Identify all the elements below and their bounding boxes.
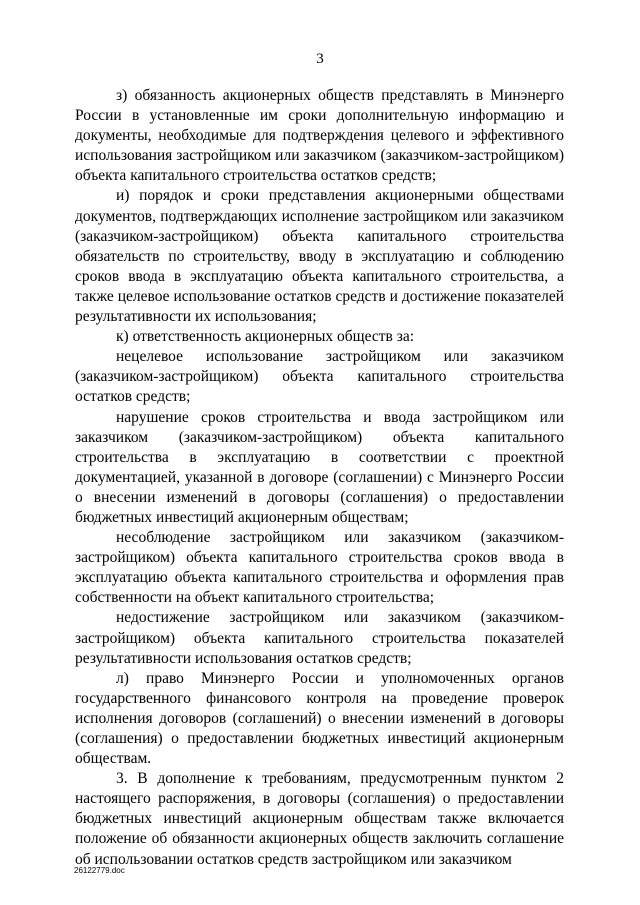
paragraph-k-item-2: нарушение сроков строительства и ввода застройщиком или заказчиком (заказчиком-застройщиком) объекта капитального строительства в эксплуатацию в соответствии с проектной документацией, указанной в договоре (соглашении) с Минэнерго России о внесении изменений в договоры (соглашения) о предоставлении бюджетных инвестиций акционерным обществам; [75, 408, 564, 526]
document-body [75, 86, 564, 870]
page-number: 3 [316, 51, 324, 67]
paragraph-3: 3. В дополнение к требованиям, предусмотренным пунктом 2 настоящего распоряжения, в договоры (соглашения) о предоставлении бюджетных инвестиций акционерным обществам также включается положение об обязанности акционерных обществ заключить соглашение об использовании остатков средств застройщиком или заказчиком [75, 770, 564, 868]
paragraph-k: к) ответственность акционерных обществ за: [116, 328, 415, 346]
paragraph-k-item-3: несоблюдение застройщиком или заказчиком (заказчиком-застройщиком) объекта капитального строительства сроков ввода в эксплуатацию объекта капитального строительства и оформления прав собственности на объект капитального строительства; [75, 529, 564, 607]
paragraph-k-item-4: недостижение застройщиком или заказчиком (заказчиком-застройщиком) объекта капитального строительства показателей результативности использования остатков средств; [75, 609, 564, 667]
paragraph-i: и) порядок и сроки представления акционерными обществами документов, подтверждающих исполнение застройщиком или заказчиком (заказчиком-застройщиком) объекта капитального строительства обязательств по строительству, вводу в эксплуатацию и соблюдению сроков ввода в эксплуатацию объекта капитального строительства, а также целевое использование остатков средств и достижение показателей результативности их использования; [75, 187, 564, 326]
paragraph-k-item-1: нецелевое использование застройщиком или заказчиком (заказчиком-застройщиком) объекта капитального строительства остатков средств; [75, 348, 564, 406]
paragraph-z: з) обязанность акционерных обществ представлять в Минэнерго России в установленные им сроки дополнительную информацию и документы, необходимые для подтверждения целевого и эффективного использования застройщиком или заказчиком (заказчиком-застройщиком) объекта капитального строительства остатков средств; [75, 87, 564, 185]
paragraph-l: л) право Минэнерго России и уполномоченных органов государственного финансового контроля на проведение проверок исполнения договоров (соглашений) о внесении изменений в договоры (соглашения) о предоставлении бюджетных инвестиций акционерным обществам. [75, 669, 564, 768]
footer-doc-id: 26122779.doc [74, 866, 125, 875]
